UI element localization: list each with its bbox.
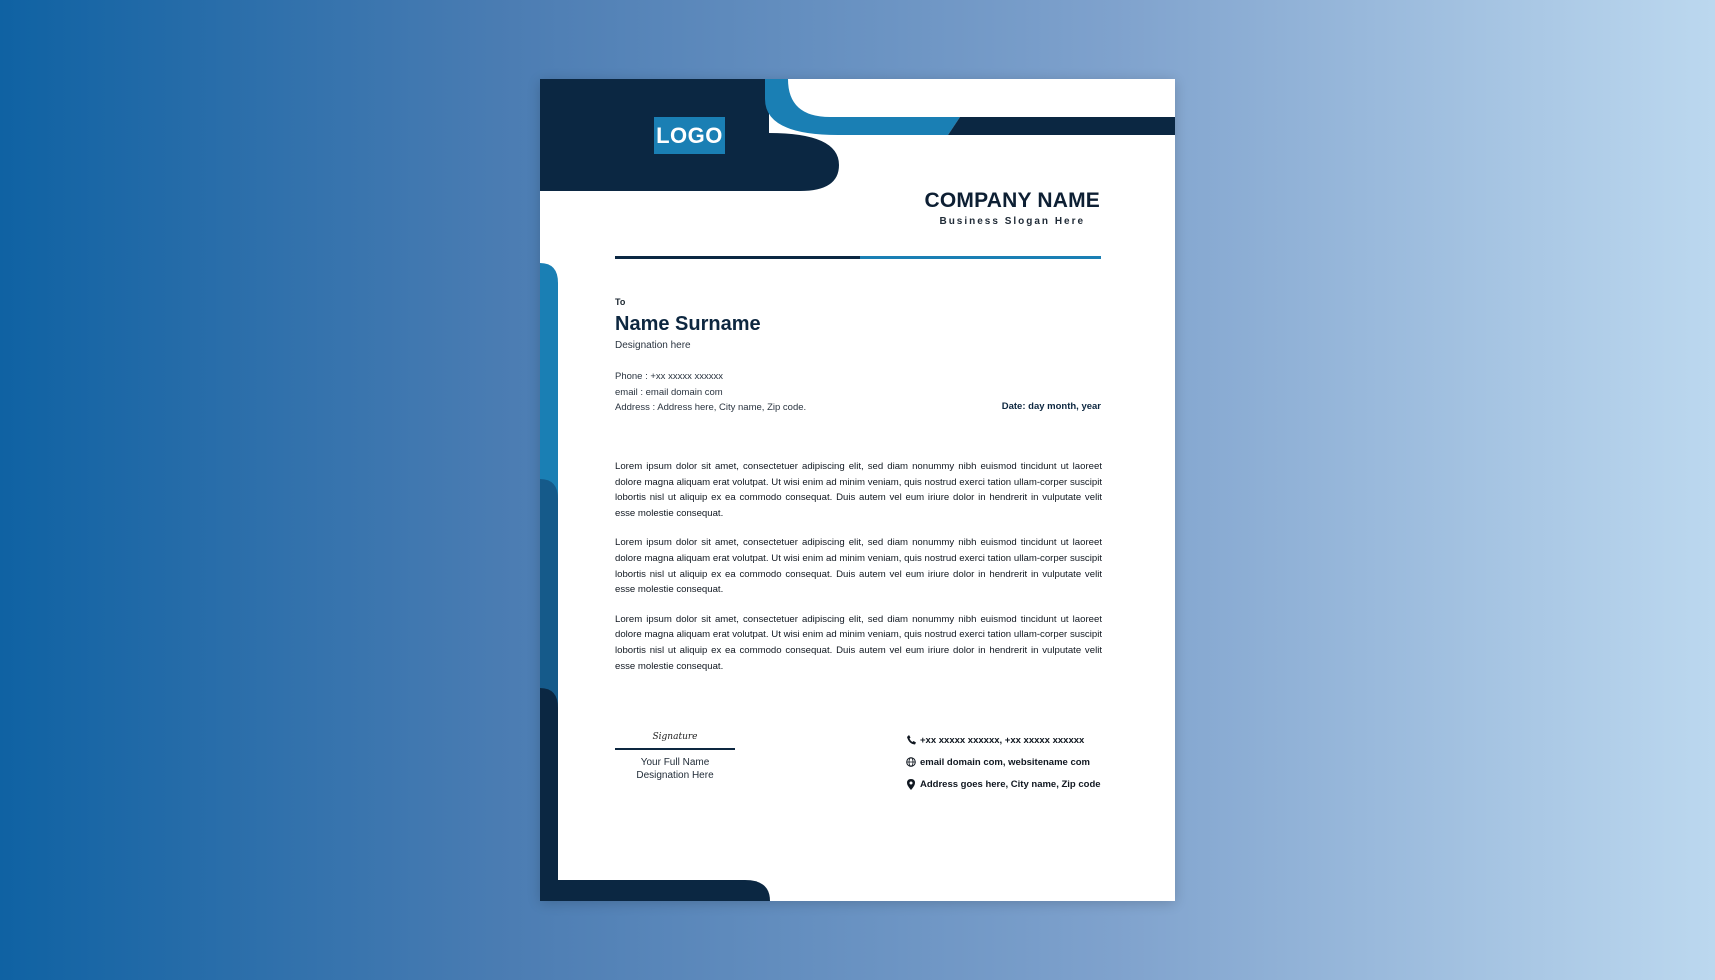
letterhead-page [540,79,1175,901]
header-navy-bar [948,117,1175,135]
company-slogan: Business Slogan Here [939,216,1086,227]
header-blue-curve [765,79,960,135]
footer-address-row [906,773,1101,795]
body-paragraph: Lorem ipsum dolor sit amet, consectetuer adipiscing elit, sed diam nonummy nibh euismod tincidunt ut laoreet dolore magna aliquam erat volutpat. Ut wisi enim ad minim veniam, quis nostrud exerci tation ullam-corper suscipit lobortis nisl ut aliquip ex ea commodo consequat. Duis autem vel eum iriure dolor in hendrerit in vulputate velit esse molestie consequat. [615,613,1102,672]
footer-phone-row [906,729,1101,751]
recipient-email: email : email domain com [615,386,723,398]
company-name: COMPANY NAME [924,189,1100,212]
company-logo: LOGO [654,117,725,154]
signature-name: Your Full Name [640,757,710,768]
signature-block [615,732,735,782]
signature-script: Signature [652,732,698,742]
footer-address: Address goes here, City name, Zip code [920,778,1101,790]
footer-contact [906,729,1101,795]
recipient-phone: Phone : +xx xxxxx xxxxxx [615,371,723,382]
recipient-address: Address : Address here, City name, Zip code. [615,402,807,413]
globe-icon [906,756,916,768]
letter-body [615,459,1102,688]
footer-web: email domain com, websitename com [920,756,1090,768]
divider-blue [860,256,1101,259]
footer-web-row [906,751,1101,773]
company-block [925,189,1100,227]
recipient-contact [615,369,806,416]
location-pin-icon [906,778,916,790]
phone-icon [906,734,916,746]
letter-date: Date: day month, year [1001,401,1101,412]
recipient-name: Name Surname [615,313,761,335]
side-curve-dark [540,688,558,901]
body-paragraph: Lorem ipsum dolor sit amet, consectetuer adipiscing elit, sed diam nonummy nibh euismod tincidunt ut laoreet dolore magna aliquam erat volutpat. Ut wisi enim ad minim veniam, quis nostrud exerci tation ullam-corper suscipit lobortis nisl ut aliquip ex ea commodo consequat. Duis autem vel eum iriure dolor in hendrerit in vulputate velit esse molestie consequat. [615,461,1102,519]
signature-designation: Designation Here [636,770,714,781]
signature-line [615,748,735,750]
recipient-designation: Designation here [615,340,691,351]
body-paragraph: Lorem ipsum dolor sit amet, consectetuer adipiscing elit, sed diam nonummy nibh euismod tincidunt ut laoreet dolore magna aliquam erat volutpat. Ut wisi enim ad minim veniam, quis nostrud exerci tation ullam-corper suscipit lobortis nisl ut aliquip ex ea commodo consequat. Duis autem vel eum iriure dolor in hendrerit in vulputate velit esse molestie consequat. [615,537,1102,596]
footer-navy-bar [540,880,770,901]
divider-dark [615,256,860,259]
to-label: To [615,297,626,307]
footer-phone: +xx xxxxx xxxxxx, +xx xxxxx xxxxxx [920,734,1085,746]
